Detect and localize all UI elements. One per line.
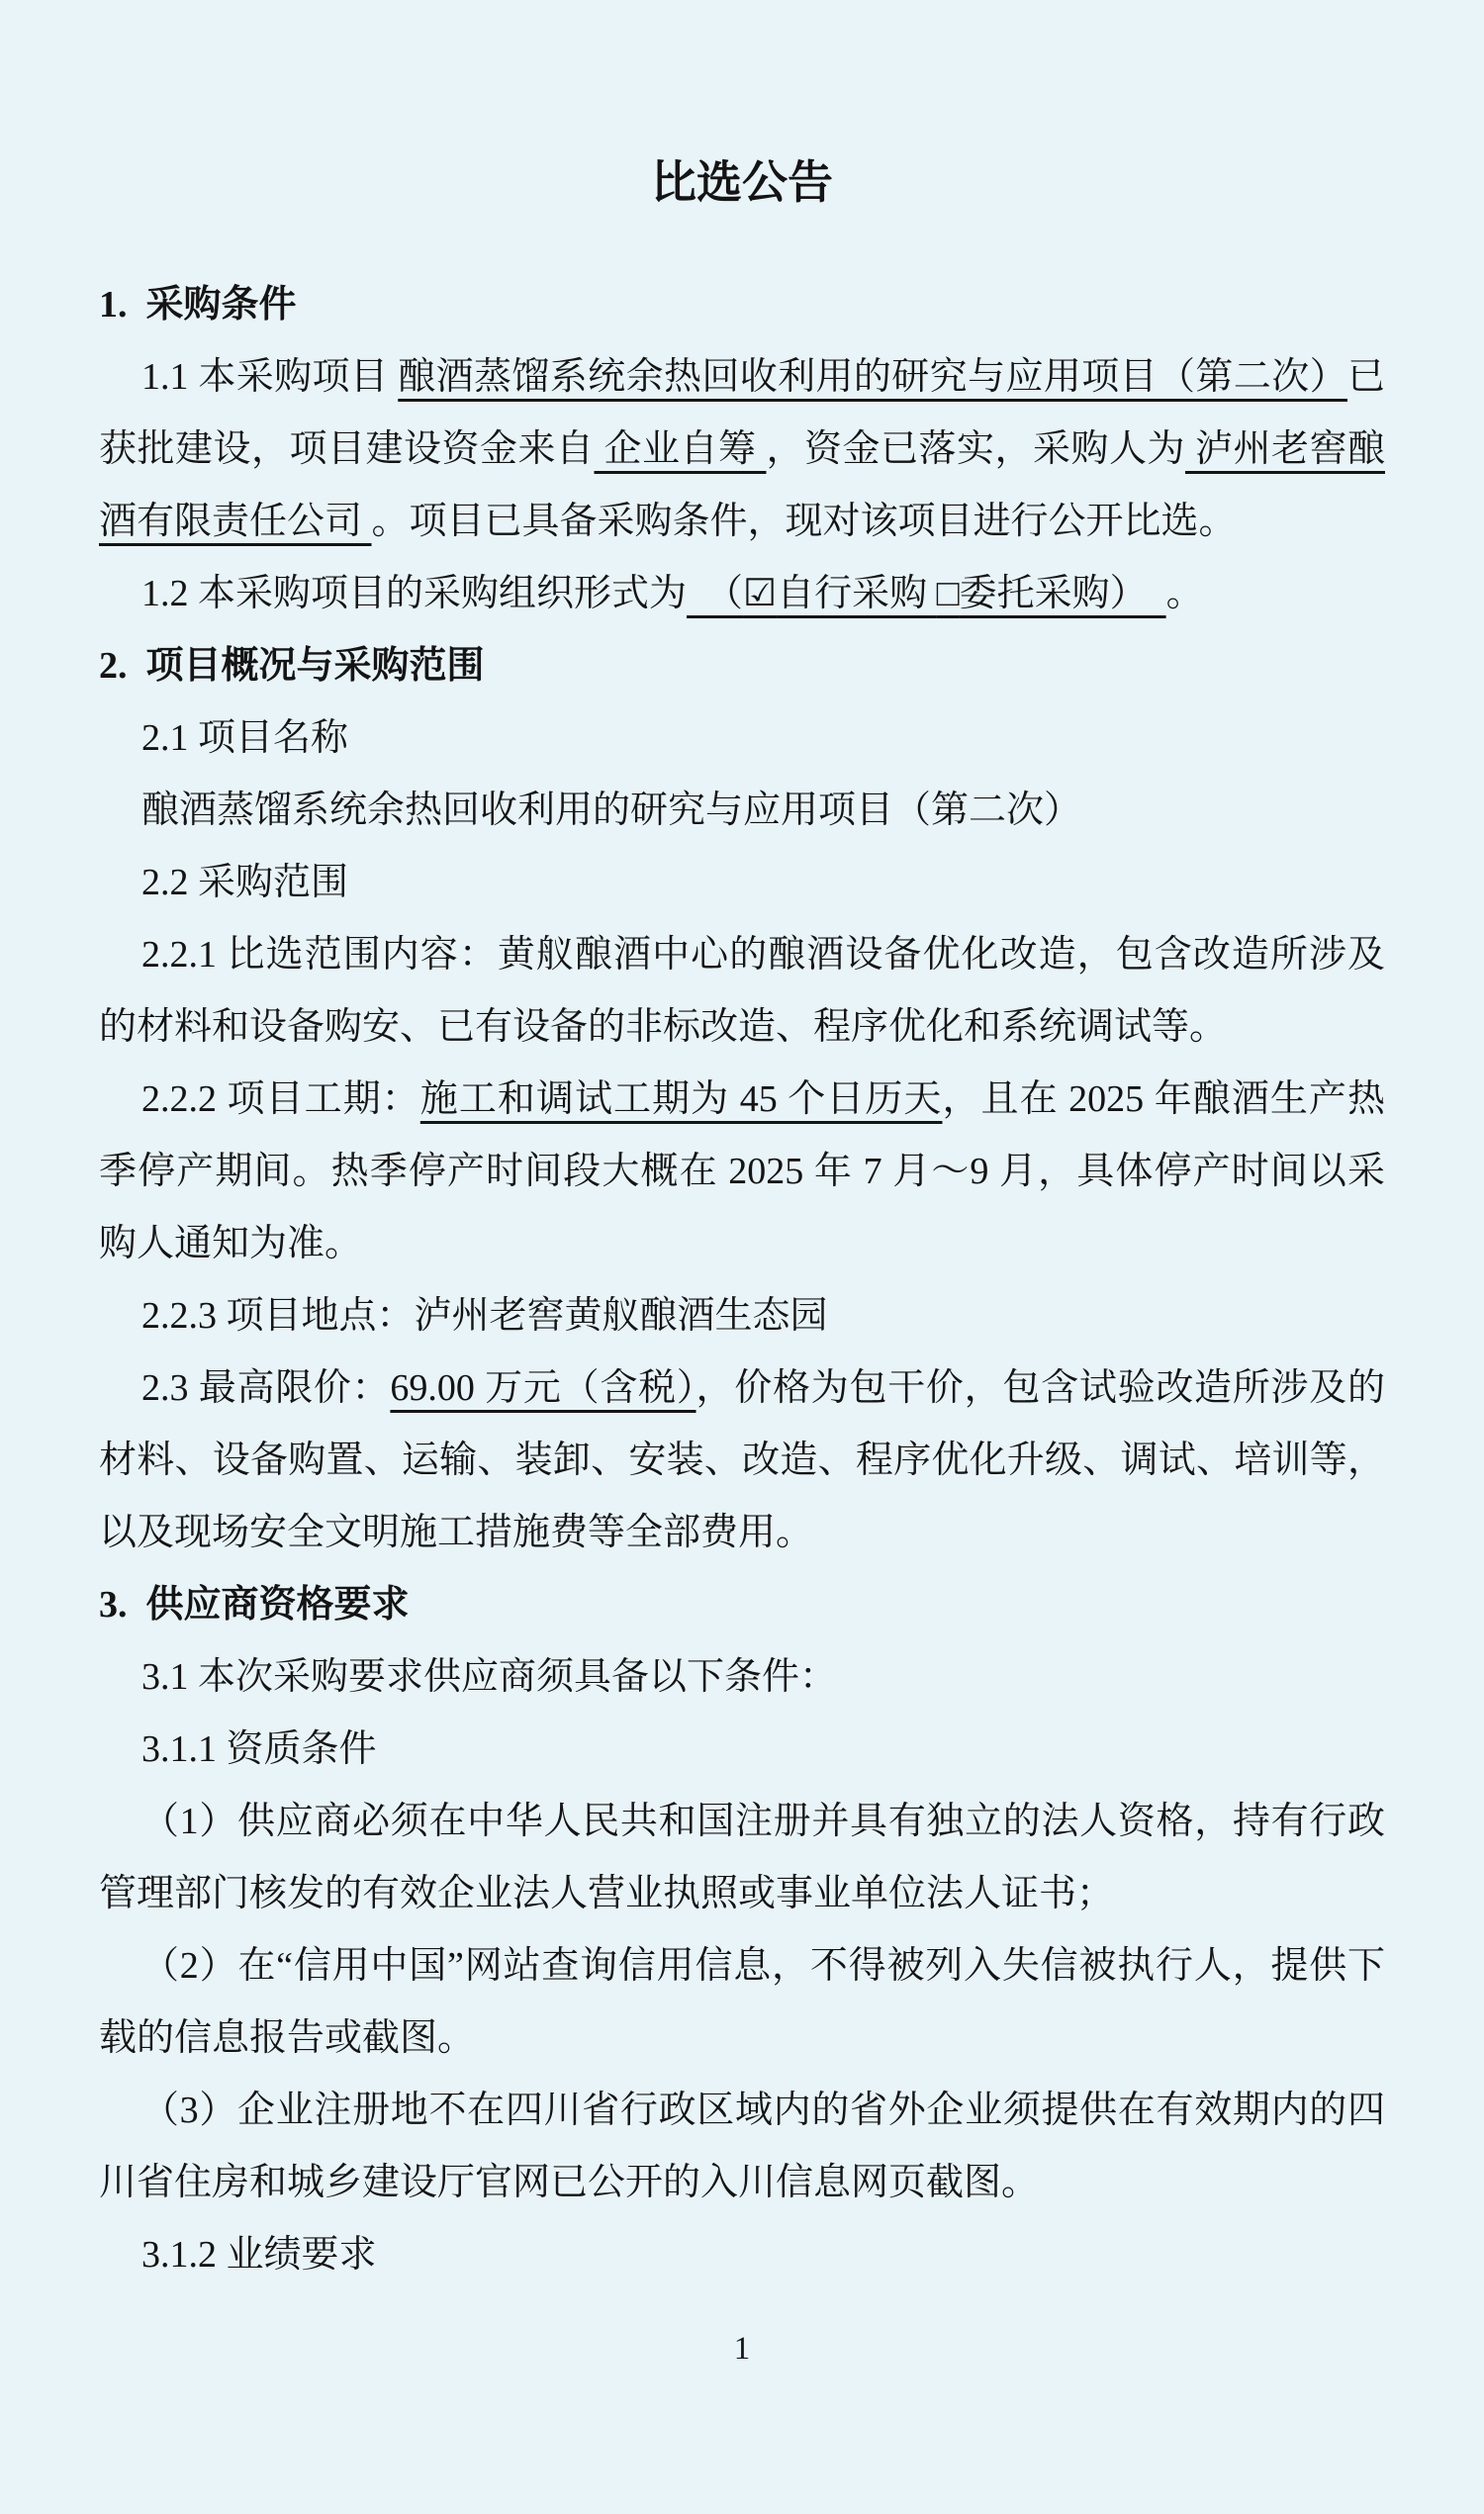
paragraph (99, 847, 1385, 919)
paragraph (99, 1930, 1385, 2075)
paragraph (99, 558, 1385, 630)
text-run: （3）企业注册地不在四川省行政区域内的省外企业须提供在有效期内的四川省住房和城乡建设厅官网已公开的入川信息网页截图。 (99, 2090, 1385, 2203)
text-run: 3. 供应商资格要求 (99, 1584, 410, 1626)
section-heading (99, 269, 1385, 341)
paragraph (99, 1064, 1385, 1280)
text-run: 2.3 最高限价： (141, 1367, 391, 1409)
underlined-text: 企业自筹 (594, 428, 767, 470)
text-run: 1.2 本采购项目的采购组织形式为 (141, 573, 688, 614)
document-body (99, 269, 1385, 2291)
text-run: 酿酒蒸馏系统余热回收利用的研究与应用项目（第二次） (141, 790, 1082, 831)
text-run: ，价格为包干价，包含试验改造所涉及的材料、设备购置、运输、装卸、安装、改造、程序优化升级、调试、培训等，以及现场安全文明施工措施费等全部费用。 (99, 1367, 1385, 1553)
underlined-text: 69.00 万元（含税） (390, 1367, 696, 1409)
underlined-text: 施工和调试工期为 45 个日历天 (419, 1078, 943, 1120)
underlined-text: 委托采购） (959, 573, 1166, 614)
paragraph (99, 2075, 1385, 2219)
paragraph (99, 702, 1385, 775)
checked-checkbox-icon: ☑ (743, 573, 778, 614)
text-run: （2）在“信用中国”网站查询信用信息，不得被列入失信被执行人，提供下载的信息报告或截图。 (99, 1945, 1385, 2059)
text-run: 3.1 本次采购要求供应商须具备以下条件： (141, 1656, 838, 1698)
text-run: 2. 项目概况与采购范围 (99, 645, 485, 687)
unchecked-checkbox-icon: □ (936, 573, 960, 614)
text-run: 2.2.1 比选范围内容：黄舣酿酒中心的酿酒设备优化改造，包含改造所涉及的材料和设备购安、已有设备的非标改造、程序优化和系统调试等。 (99, 934, 1385, 1048)
paragraph (99, 775, 1385, 847)
text-run: 已获批建设，项目建设资金来自 (99, 356, 1385, 470)
text-run: 2.2.3 项目地点：泸州老窖黄舣酿酒生态园 (141, 1295, 828, 1337)
text-run: 。项目已具备采购条件，现对该项目进行公开比选。 (371, 501, 1237, 542)
underlined-text: 自行采购 (777, 573, 937, 614)
underlined-text: （ (687, 573, 744, 614)
section-heading (99, 630, 1385, 702)
text-run: 2.2 采购范围 (141, 862, 349, 903)
paragraph (99, 1641, 1385, 1714)
paragraph (99, 919, 1385, 1064)
underlined-text: 泸州老窖酿酒有限责任公司 (99, 428, 1385, 542)
text-run: 1. 采购条件 (99, 284, 297, 326)
paragraph (99, 1352, 1385, 1569)
text-run: ，资金已落实，采购人为 (766, 428, 1185, 470)
text-run: 2.1 项目名称 (141, 717, 349, 759)
section-heading (99, 1569, 1385, 1641)
paragraph (99, 341, 1385, 558)
text-run: 。 (1165, 573, 1204, 614)
underlined-text: 酿酒蒸馏系统余热回收利用的研究与应用项目（第二次） (398, 356, 1347, 398)
page-number: 1 (733, 2331, 751, 2367)
text-run: 3.1.1 资质条件 (141, 1728, 377, 1770)
text-run: ，且在 2025 年酿酒生产热季停产期间。热季停产时间段大概在 2025 年 7 月～9 月，具体停产时间以采购人通知为准。 (99, 1078, 1385, 1264)
text-run: 3.1.2 业绩要求 (141, 2234, 377, 2276)
text-run: 1.1 本采购项目 (141, 356, 399, 398)
page-title: 比选公告 (651, 157, 833, 208)
paragraph (99, 1714, 1385, 1786)
paragraph (99, 1280, 1385, 1352)
text-run: （1）供应商必须在中华人民共和国注册并具有独立的法人资格，持有行政管理部门核发的有效企业法人营业执照或事业单位法人证书； (99, 1801, 1385, 1914)
paragraph (99, 2219, 1385, 2291)
paragraph (99, 1786, 1385, 1930)
text-run: 2.2.2 项目工期： (141, 1078, 420, 1120)
